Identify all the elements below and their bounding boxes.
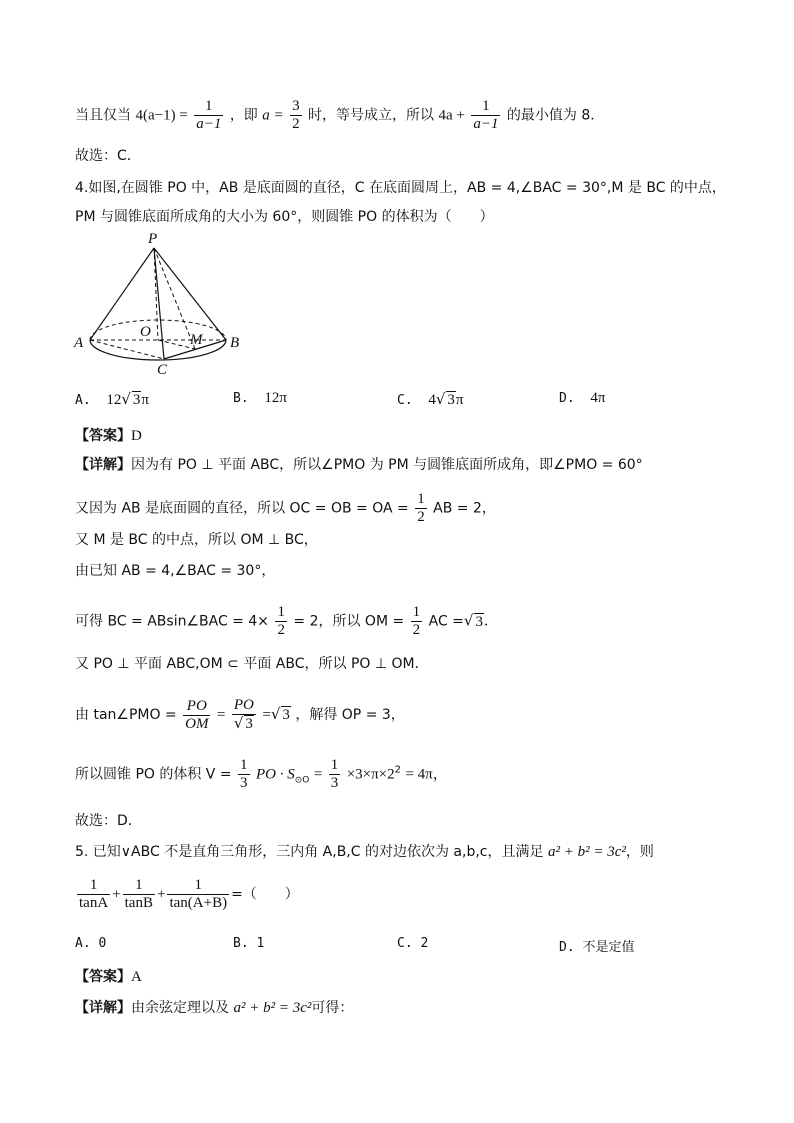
fraction: $\frac{1}{\tan A}$	[79, 877, 109, 911]
q4-answer: 【答案】D	[75, 428, 142, 444]
fraction: $\frac{1}{a-1}$	[473, 98, 499, 132]
q5-expression: $\frac{1}{\tan A}$ + $\frac{1}{\tan B}$ + $\frac{1}{\tan(A+B)}$ =（ ）	[79, 877, 299, 911]
q5-detail-1: 【详解】由余弦定理以及 a² + b² = 3c²可得：	[75, 1000, 354, 1016]
fraction: $\frac{1}{2}$	[412, 604, 421, 638]
fraction: $\frac{1}{3}$	[330, 757, 339, 791]
q5-option-d: D. 不是定值	[559, 940, 635, 955]
q4-detail-7: 由 tan∠PMO = $\frac{PO}{OM}$ = $\frac{PO}{√ 3}$ =√ 3 ，解得 OP = 3，	[75, 697, 405, 732]
fraction: $\frac{1}{\tan(A+B)}$	[169, 877, 228, 911]
fraction: $\frac{1}{3}$	[240, 757, 248, 791]
fraction: $\frac{1}{\tan B}$	[124, 877, 153, 911]
label-m: M	[190, 332, 203, 348]
q4-detail-2: 又因为 AB 是底面圆的直径，所以 OC = OB = OA = $\frac{1}{2}$ AB = 2，	[75, 491, 496, 525]
q4-end: 故选：D．	[75, 813, 142, 829]
label-o: O	[140, 324, 151, 340]
q5-stem-line1: 5. 已知∨ABC 不是直角三角形，三内角 A,B,C 的对边依次为 a,b,c，且满足 a² + b² = 3c²，则	[75, 844, 654, 860]
fraction: $\frac{1}{2}$	[277, 604, 285, 638]
label-c: C	[157, 362, 168, 378]
q4-detail-3: 又 M 是 BC 的中点，所以 OM ⊥ BC，	[75, 532, 318, 548]
q4-stem-line1: 4.如图,在圆锥 PO 中，AB 是底面圆的直径，C 在底面圆周上，AB = 4,∠BAC = 30°,M 是 BC 的中点，	[75, 180, 726, 196]
line-equality-condition: 当且仅当 4(a−1) = $\frac{1}{a-1}$ ，即 a = $\frac{3}{2}$ 时，等号成立，所以 4a + $\frac{1}{a-1}$ 的最小值为 8．	[75, 98, 605, 132]
cone-figure	[70, 228, 250, 378]
fraction: $\frac{PO}{√ 3}$	[232, 697, 256, 733]
q4-detail-8: 所以圆锥 PO 的体积 V = $\frac{1}{3}$ PO · $S_{⊙O}$ = $\frac{1}{3}$ $\times 3\times\pi\times 2^2 = 4\pi$，	[75, 757, 448, 791]
fraction: $\frac{1}{2}$	[417, 491, 425, 525]
q5-option-a: A. 0	[75, 936, 107, 951]
q4-option-c: C. 4√ 3π	[397, 390, 464, 408]
q5-option-c: C. 2	[397, 936, 429, 951]
q4-stem-line2: PM 与圆锥底面所成角的大小为 60°，则圆锥 PO 的体积为（ ）	[75, 209, 494, 225]
label-b: B	[230, 335, 240, 351]
q5-answer: 【答案】A	[75, 969, 142, 985]
label-p: P	[148, 231, 158, 247]
fraction: $\frac{PO}{OM}$	[185, 697, 209, 732]
q5-option-b: B. 1	[233, 936, 265, 951]
q4-detail-4: 由已知 AB = 4,∠BAC = 30°，	[75, 563, 276, 579]
q4-option-d: D. 4π	[559, 390, 606, 406]
q4-option-a: A. 12√ 3π	[75, 390, 149, 408]
fraction: $\frac{1}{a-1}$	[196, 98, 222, 132]
choice-c-line: 故选：C．	[75, 148, 141, 164]
q4-detail-6: 又 PO ⊥ 平面 ABC,OM ⊂ 平面 ABC，所以 PO ⊥ OM．	[75, 656, 429, 672]
q4-detail-5: 可得 BC = ABsin∠BAC = 4× $\frac{1}{2}$ = 2，所以 OM = $\frac{1}{2}$ AC =√ 3．	[75, 604, 498, 638]
q4-option-b: B. 12π	[233, 390, 287, 406]
label-a: A	[74, 335, 84, 351]
fraction: $\frac{3}{2}$	[292, 98, 300, 132]
q4-detail-1: 【详解】因为有 PO ⊥ 平面 ABC，所以∠PMO 为 PM 与圆锥底面所成角，即∠PMO = 60°	[75, 457, 643, 473]
